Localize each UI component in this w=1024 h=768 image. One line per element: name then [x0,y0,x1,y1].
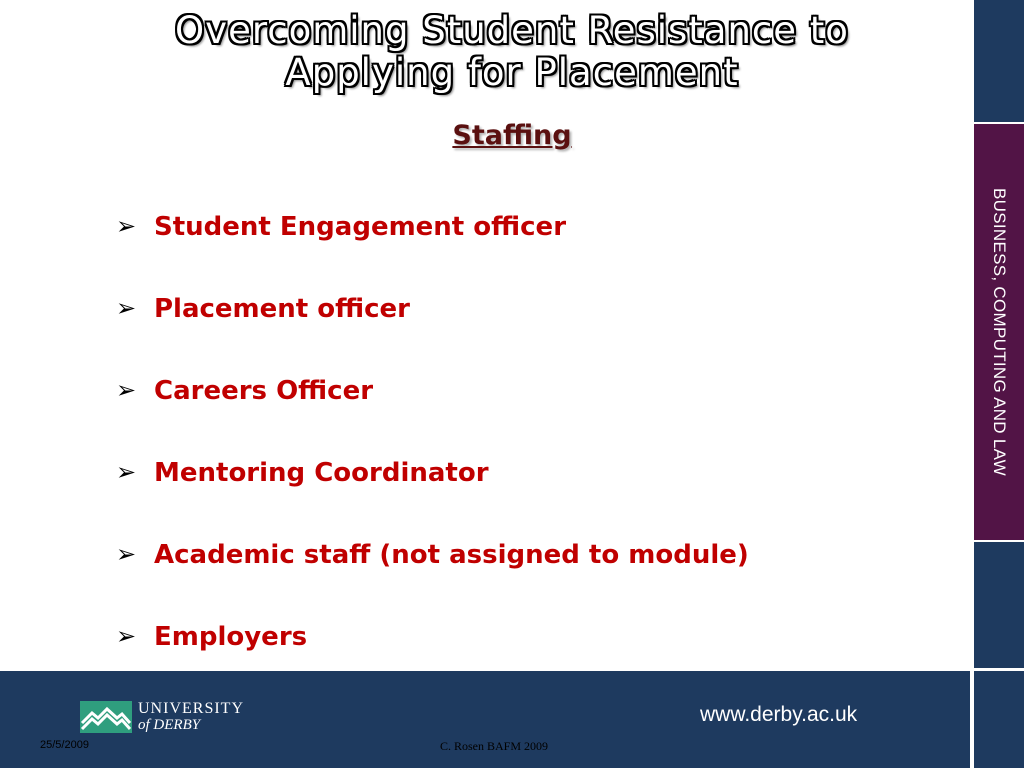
bullet-item [116,370,749,452]
sidebar-strip [972,0,1024,768]
arrow-bullet-icon: ➢ [116,541,137,568]
sidebar-label [974,124,1024,540]
arrow-bullet-icon: ➢ [116,459,137,486]
bullet-text: Mentoring Coordinator [154,458,489,488]
bullet-text: Employers [154,622,308,652]
slide-title-line-2: Applying for Placement [285,51,739,94]
arrow-bullet-icon: ➢ [116,377,137,404]
logo-line-1: UNIVERSITY [138,700,244,717]
bullet-item [116,206,749,288]
bullet-text: Student Engagement officer [154,212,567,242]
arrow-bullet-icon: ➢ [116,295,137,322]
bullet-text: Placement officer [154,294,411,324]
slide-title-line-1: Overcoming Student Resistance to [175,9,849,52]
website-url: www.derby.ac.uk [700,703,858,726]
bullet-text: Academic staff (not assigned to module) [154,540,749,570]
footer-date: 25/5/2009 [40,739,89,751]
logo-text [138,701,244,733]
footer-author: C. Rosen BAFM 2009 [440,739,549,753]
sidebar-label-text: BUSINESS, COMPUTING AND LAW [990,187,1009,476]
bullet-item [116,288,749,370]
bullet-text: Careers Officer [154,376,374,406]
slide-title [0,10,1024,94]
bullet-item [116,534,749,616]
footer-bar [0,671,970,768]
arrow-bullet-icon: ➢ [116,213,137,240]
university-logo [80,701,244,733]
bullet-item [116,452,749,534]
bullet-list [116,206,749,698]
sidebar-block-top [974,0,1024,122]
arrow-bullet-icon: ➢ [116,623,137,650]
slide-subtitle: Staffing [452,120,572,151]
sidebar-block-bottom [974,671,1024,768]
derby-logo-icon [80,701,132,733]
logo-line-2: of DERBY [138,717,201,733]
sidebar-block-middle [974,542,1024,668]
